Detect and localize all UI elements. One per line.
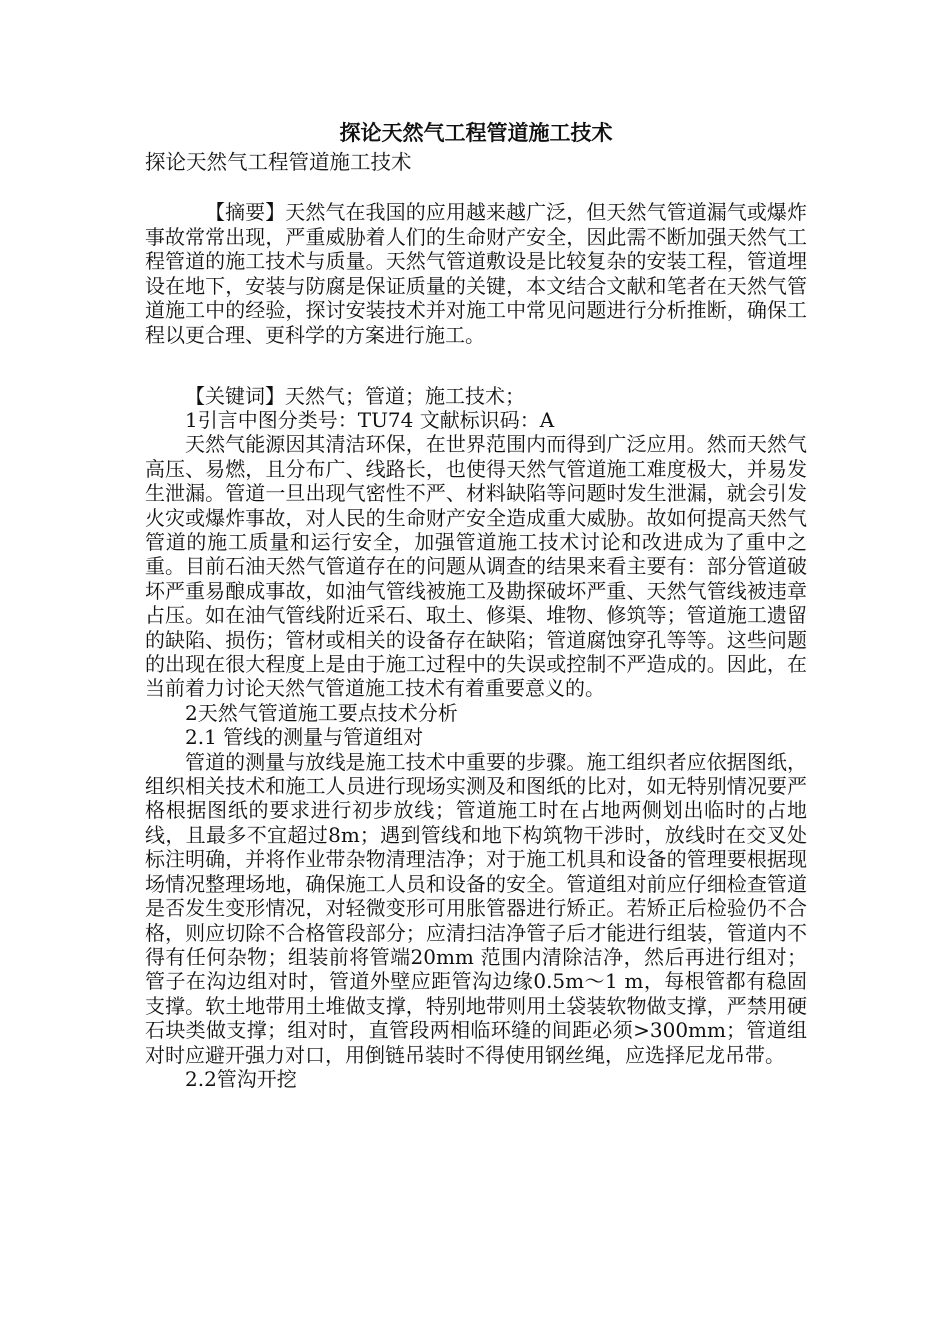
keywords-line: 【关键词】天然气；管道；施工技术； <box>185 383 525 408</box>
classification-line: 1引言中图分类号：TU74 文献标识码：A <box>185 407 555 432</box>
section-2-1-paragraph: 管道的测量与放线是施工技术中重要的步骤。施工组织者应依据图纸，组织相关技术和施工人员进行现场实测及和图纸的比对，如无特别情况要严格根据图纸的要求进行初步放线；管道施工时在占地两侧划出临时的占地线，且最多不宜超过8m；遇到管线和地下构筑物干涉时，放线时在交叉处标注明确，并将作业带杂物清理洁净；对于施工机具和设备的管理要根据现场情况整理场地，确保施工人员和设备的安全。管道组对前应仔细检查管道是否发生变形情况，对轻微变形可用胀管器进行矫正。若矫正后检验仍不合格，则应切除不合格管段部分；应清扫洁净管子后才能进行组装，管道内不得有任何杂物；组装前将管端20mm 范围内清除洁净，然后再进行组对；管子在沟边组对时，管道外壁应距管沟边缘0.5m～1 m，每根管都有稳固支撑。软土地带用土堆做支撑，特别地带则用土袋装软物做支撑，严禁用硬石块类做支撑；组对时，直管段两相临环缝的间距必须>300mm；管道组对时应避开强力对口，用倒链吊装时不得使用钢丝绳，应选择尼龙吊带。 <box>145 749 807 1067</box>
intro-paragraph: 天然气能源因其清洁环保，在世界范围内而得到广泛应用。然而天然气高压、易燃，且分布广、线路长，也使得天然气管道施工难度极大，并易发生泄漏。管道一旦出现气密性不严、材料缺陷等问题时发生泄漏，就会引发火灾或爆炸事故，对人民的生命财产安全造成重大威胁。故如何提高天然气管道的施工质量和运行安全，加强管道施工技术讨论和改进成为了重中之重。目前石油天然气管道存在的问题从调查的结果来看主要有：部分管道破坏严重易酿成事故，如油气管线被施工及勘探破坏严重、天然气管线被违章占压。如在油气管线附近采石、取土、修渠、堆物、修筑等；管道施工遗留的缺陷、损伤；管材或相关的设备存在缺陷；管道腐蚀穿孔等等。这些问题的出现在很大程度上是由于施工过程中的失误或控制不严造成的。因此，在当前着力讨论天然气管道施工技术有着重要意义的。 <box>145 432 807 701</box>
document-title: 探论天然气工程管道施工技术 <box>339 120 613 145</box>
section-2-heading: 2天然气管道施工要点技术分析 <box>185 700 458 725</box>
section-2-2-heading: 2.2管沟开挖 <box>185 1066 297 1091</box>
abstract-paragraph: 【摘要】天然气在我国的应用越来越广泛，但天然气管道漏气或爆炸事故常常出现，严重威胁着人们的生命财产安全，因此需不断加强天然气工程管道的施工技术与质量。天然气管道敷设是比较复杂的安装工程，管道埋设在地下，安装与防腐是保证质量的关键，本文结合文献和笔者在天然气管道施工中的经验，探讨安装技术并对施工中常见问题进行分析推断，确保工程以更合理、更科学的方案进行施工。 <box>145 200 807 347</box>
document-page <box>145 118 807 1091</box>
document-subtitle: 探论天然气工程管道施工技术 <box>145 150 412 174</box>
section-2-1-heading: 2.1 管线的测量与管道组对 <box>185 725 424 750</box>
